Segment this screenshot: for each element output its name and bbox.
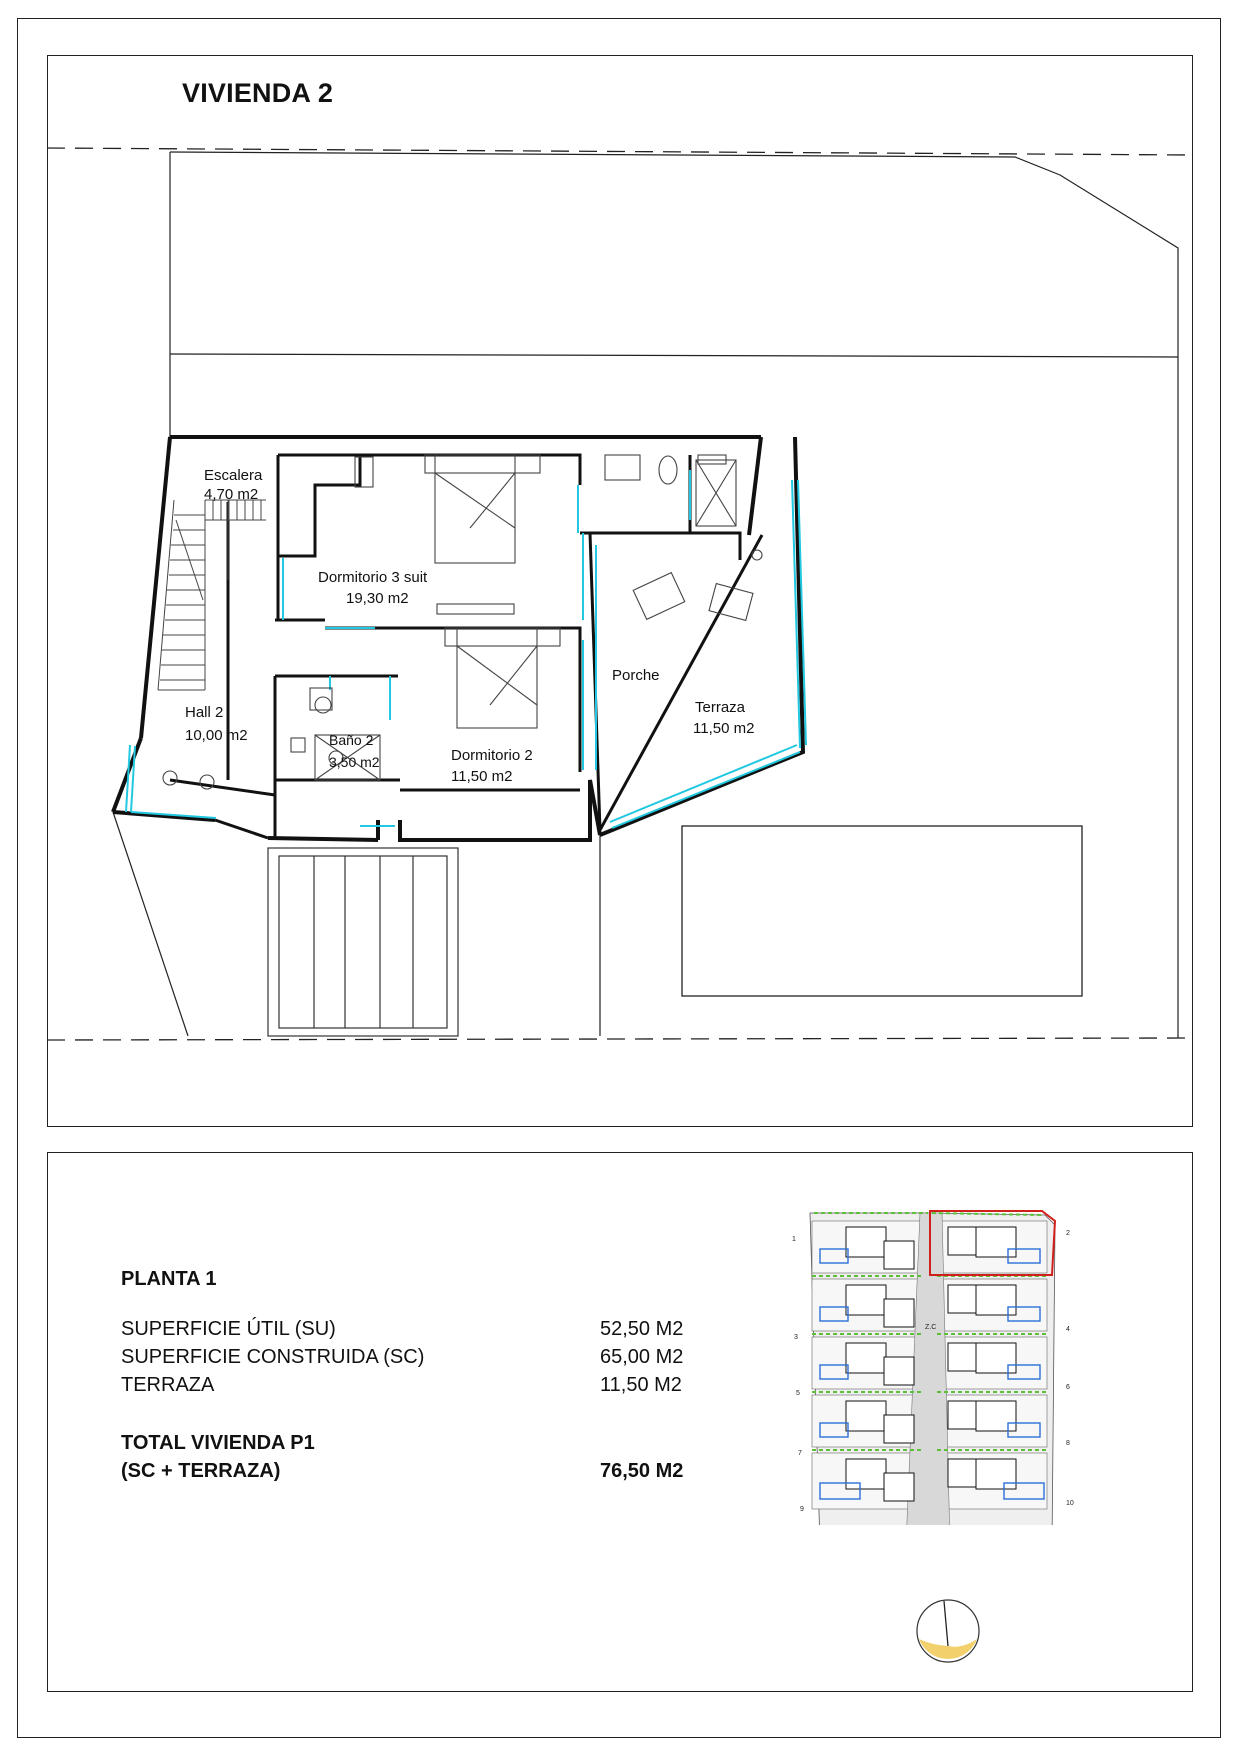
pool-outline [682, 826, 1082, 996]
room-label-terraza: Terraza [695, 699, 746, 716]
room-label-porche: Porche [612, 667, 660, 684]
room-label-dormitorio-2: Dormitorio 2 [451, 747, 533, 764]
summary-row-label: TERRAZA [121, 1374, 215, 1396]
summary-row-value: 65,00 M2 [600, 1346, 684, 1368]
room-label-bano-2: Baño 2 [329, 732, 374, 748]
lot-number: 9 [800, 1506, 804, 1513]
room-area-escalera: 4,70 m2 [204, 486, 259, 503]
lot-number: 6 [1066, 1384, 1070, 1391]
page-title: VIVIENDA 2 [182, 78, 334, 108]
summary-row-value: 52,50 M2 [600, 1318, 684, 1340]
plot-limit-lines [47, 148, 1193, 1040]
lot-number: 4 [1066, 1326, 1070, 1333]
total-label-line2: (SC + TERRAZA) [121, 1460, 281, 1482]
room-labels [185, 467, 754, 785]
center-label: Z.C [925, 1324, 937, 1331]
lot-number: 3 [794, 1334, 798, 1341]
lot-number: 2 [1066, 1230, 1070, 1237]
room-area-dormitorio-3: 19,30 m2 [346, 590, 409, 607]
total-value: 76,50 M2 [600, 1460, 684, 1482]
room-area-dormitorio-2: 11,50 m2 [451, 768, 513, 785]
summary-row-label: SUPERFICIE CONSTRUIDA (SC) [121, 1346, 425, 1368]
staircase [158, 500, 266, 690]
summary-heading: PLANTA 1 [121, 1268, 217, 1290]
lot-number: 10 [1066, 1500, 1074, 1507]
site-outline [113, 152, 1178, 1038]
room-label-escalera: Escalera [204, 467, 263, 484]
room-label-hall-2: Hall 2 [185, 704, 224, 721]
lot-number: 1 [792, 1236, 796, 1243]
lot-number: 8 [1066, 1440, 1070, 1447]
room-area-hall-2: 10,00 m2 [185, 727, 248, 744]
summary-row-value: 11,50 M2 [600, 1374, 682, 1396]
room-label-dormitorio-3: Dormitorio 3 suit [318, 569, 428, 586]
garage-area [268, 848, 458, 1036]
north-arrow-icon [910, 1593, 990, 1673]
site-plan-thumbnail [780, 1205, 1100, 1525]
room-area-terraza: 11,50 m2 [693, 720, 755, 737]
room-area-bano-2: 3,50 m2 [329, 754, 380, 770]
summary-row-label: SUPERFICIE ÚTIL (SU) [121, 1318, 336, 1340]
lot-number: 5 [796, 1390, 800, 1397]
lot-number: 7 [798, 1450, 802, 1457]
total-label-line1: TOTAL VIVIENDA P1 [121, 1432, 315, 1454]
